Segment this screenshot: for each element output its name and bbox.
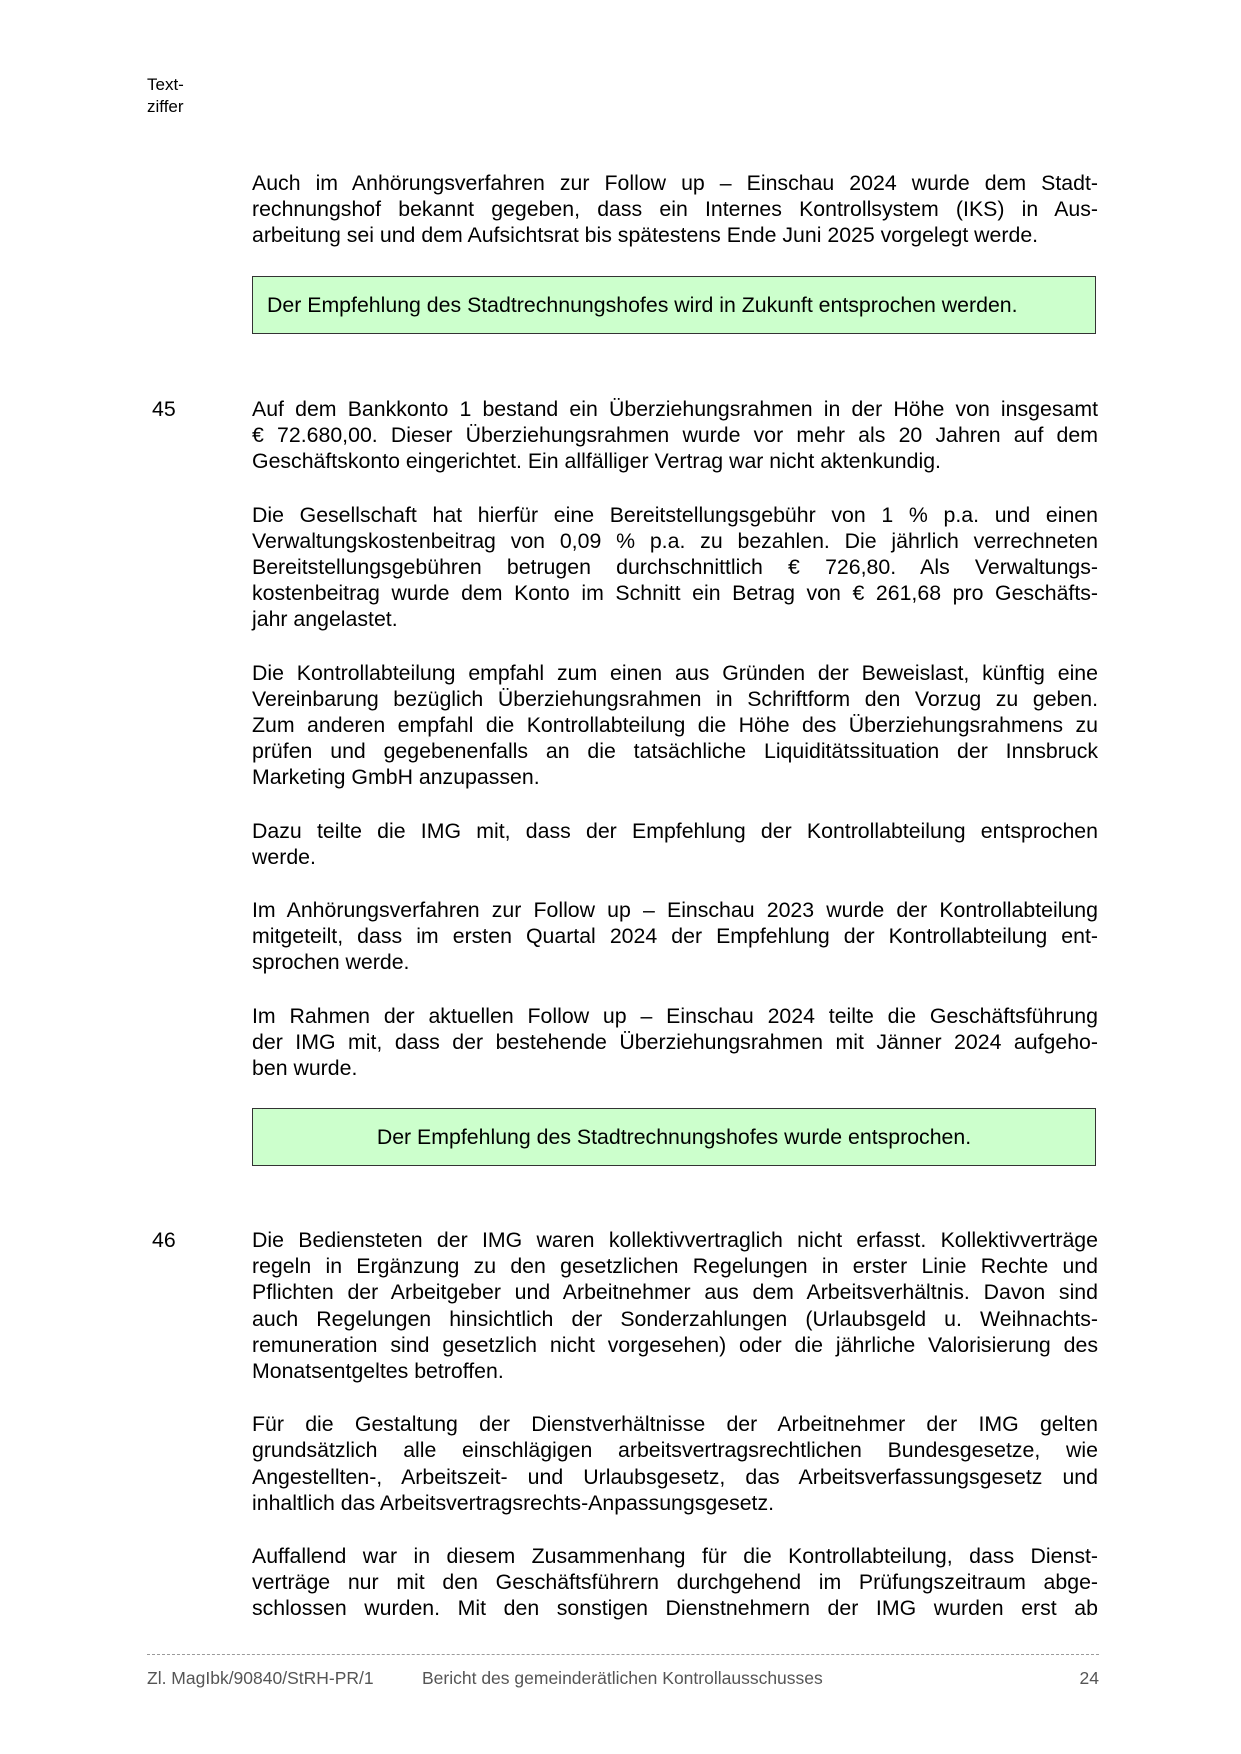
paragraph: [252, 897, 1098, 976]
recommendation-box-45: Der Empfehlung des Stadtrechnungshofes wurde entsprochen.: [252, 1108, 1096, 1166]
text-line: regeln in Ergänzung zu den gesetzlichen Regelungen in erster Linie Rechte und: [252, 1254, 1098, 1279]
text-line: mitgeteilt, dass im ersten Quartal 2024 der Empfehlung der Kontrollabteilung ent-: [252, 924, 1098, 949]
text-line: Auf dem Bankkonto 1 bestand ein Überziehungsrahmen in der Höhe von insgesamt: [252, 397, 1098, 421]
intro-block: [252, 170, 1098, 334]
paragraph: [252, 1543, 1098, 1622]
text-line: jahr angelastet.: [252, 607, 398, 632]
footer-reference: Zl. MagIbk/90840/StRH-PR/1: [147, 1668, 374, 1688]
text-line: sprochen werde.: [252, 950, 410, 975]
footer-title: Bericht des gemeinderätlichen Kontrollausschusses: [422, 1668, 823, 1688]
text-line: Die Kontrollabteilung empfahl zum einen aus Gründen der Beweislast, künftig eine: [252, 660, 1098, 685]
section-46: [252, 1227, 1098, 1649]
paragraph: [252, 1003, 1098, 1082]
text-line: Monatsentgeltes betroffen.: [252, 1359, 504, 1384]
text-line: auch Regelungen hinsichtlich der Sonderzahlungen (Urlaubsgeld u. Weihnachts-: [252, 1306, 1098, 1331]
page-number: 24: [1079, 1668, 1099, 1688]
text-line: schlossen wurden. Mit den sonstigen Dienstnehmern der IMG wurden erst ab: [252, 1596, 1098, 1621]
margin-label-line2: ziffer: [147, 97, 184, 116]
text-line: Im Anhörungsverfahren zur Follow up – Einschau 2023 wurde der Kontrollabteilung: [252, 898, 1098, 923]
text-line: Die Gesellschaft hat hierfür eine Bereitstellungsgebühr von 1 % p.a. und einen: [252, 502, 1098, 527]
text-line: Dazu teilte die IMG mit, dass der Empfehlung der Kontrollabteilung entsprochen: [252, 818, 1098, 843]
text-line: der IMG mit, dass der bestehende Überziehungsrahmen mit Jänner 2024 aufgeho-: [252, 1029, 1098, 1054]
text-line: verträge nur mit den Geschäftsführern durchgehend im Prüfungszeitraum abge-: [252, 1570, 1098, 1595]
text-line: Zum anderen empfahl die Kontrollabteilung die Höhe des Überziehungsrahmens zu: [252, 713, 1098, 738]
paragraph: [252, 1227, 1098, 1384]
section-45: [252, 396, 1098, 1166]
section-number-46: 46: [152, 1228, 176, 1252]
text-line: Für die Gestaltung der Dienstverhältnisse der Arbeitnehmer der IMG gelten: [252, 1412, 1098, 1437]
text-line: kostenbeitrag wurde dem Konto im Schnitt ein Betrag von € 261,68 pro Geschäfts-: [252, 581, 1098, 606]
paragraph: [252, 1411, 1098, 1516]
text-line: Verwaltungskostenbeitrag von 0,09 % p.a. zu bezahlen. Die jährlich verrechneten: [252, 528, 1098, 553]
text-line: Angestellten-, Arbeitszeit- und Urlaubsgesetz, das Arbeitsverfassungsgesetz und: [252, 1464, 1098, 1489]
recommendation-box-intro: Der Empfehlung des Stadtrechnungshofes wird in Zukunft entsprochen werden.: [252, 276, 1096, 334]
text-line: arbeitung sei und dem Aufsichtsrat bis spätestens Ende Juni 2025 vorgelegt werde.: [252, 223, 1039, 248]
margin-label: [147, 74, 227, 118]
page-footer: [147, 1654, 1099, 1688]
section-number-45: 45: [152, 397, 176, 421]
text-line: Die Bediensteten der IMG waren kollektivvertraglich nicht erfasst. Kollektivverträge: [252, 1228, 1098, 1252]
paragraph: [252, 396, 1098, 475]
paragraph: [252, 502, 1098, 633]
text-line: Marketing GmbH anzupassen.: [252, 765, 540, 790]
text-line: Im Rahmen der aktuellen Follow up – Einschau 2024 teilte die Geschäftsführung: [252, 1003, 1098, 1028]
text-line: Auffallend war in diesem Zusammenhang für die Kontrollabteilung, dass Dienst-: [252, 1544, 1098, 1569]
text-line: ben wurde.: [252, 1056, 358, 1081]
text-line: inhaltlich das Arbeitsvertragsrechts-Anpassungsgesetz.: [252, 1490, 775, 1515]
text-line: rechnungshof bekannt gegeben, dass ein Internes Kontrollsystem (IKS) in Aus-: [252, 197, 1098, 222]
text-line: prüfen und gegebenenfalls an die tatsächliche Liquiditätssituation der Innsbruck: [252, 739, 1098, 764]
text-line: Vereinbarung bezüglich Überziehungsrahmen in Schriftform den Vorzug zu geben.: [252, 686, 1098, 711]
intro-paragraph: [252, 170, 1098, 249]
paragraph: [252, 818, 1098, 870]
text-line: € 72.680,00. Dieser Überziehungsrahmen wurde vor mehr als 20 Jahren auf dem: [252, 423, 1098, 448]
paragraph: [252, 660, 1098, 791]
text-line: werde.: [252, 844, 316, 869]
text-line: Pflichten der Arbeitgeber und Arbeitnehmer aus dem Arbeitsverhältnis. Davon sind: [252, 1280, 1098, 1305]
margin-label-line1: Text-: [147, 75, 184, 94]
text-line: Bereitstellungsgebühren betrugen durchschnittlich € 726,80. Als Verwaltungs-: [252, 555, 1098, 580]
text-line: Auch im Anhörungsverfahren zur Follow up – Einschau 2024 wurde dem Stadt-: [252, 171, 1098, 195]
text-line: Geschäftskonto eingerichtet. Ein allfälliger Vertrag war nicht aktenkundig.: [252, 449, 941, 474]
text-line: remuneration sind gesetzlich nicht vorgesehen) oder die jährliche Valorisierung des: [252, 1332, 1098, 1357]
text-line: grundsätzlich alle einschlägigen arbeitsvertragsrechtlichen Bundesgesetze, wie: [252, 1438, 1098, 1463]
